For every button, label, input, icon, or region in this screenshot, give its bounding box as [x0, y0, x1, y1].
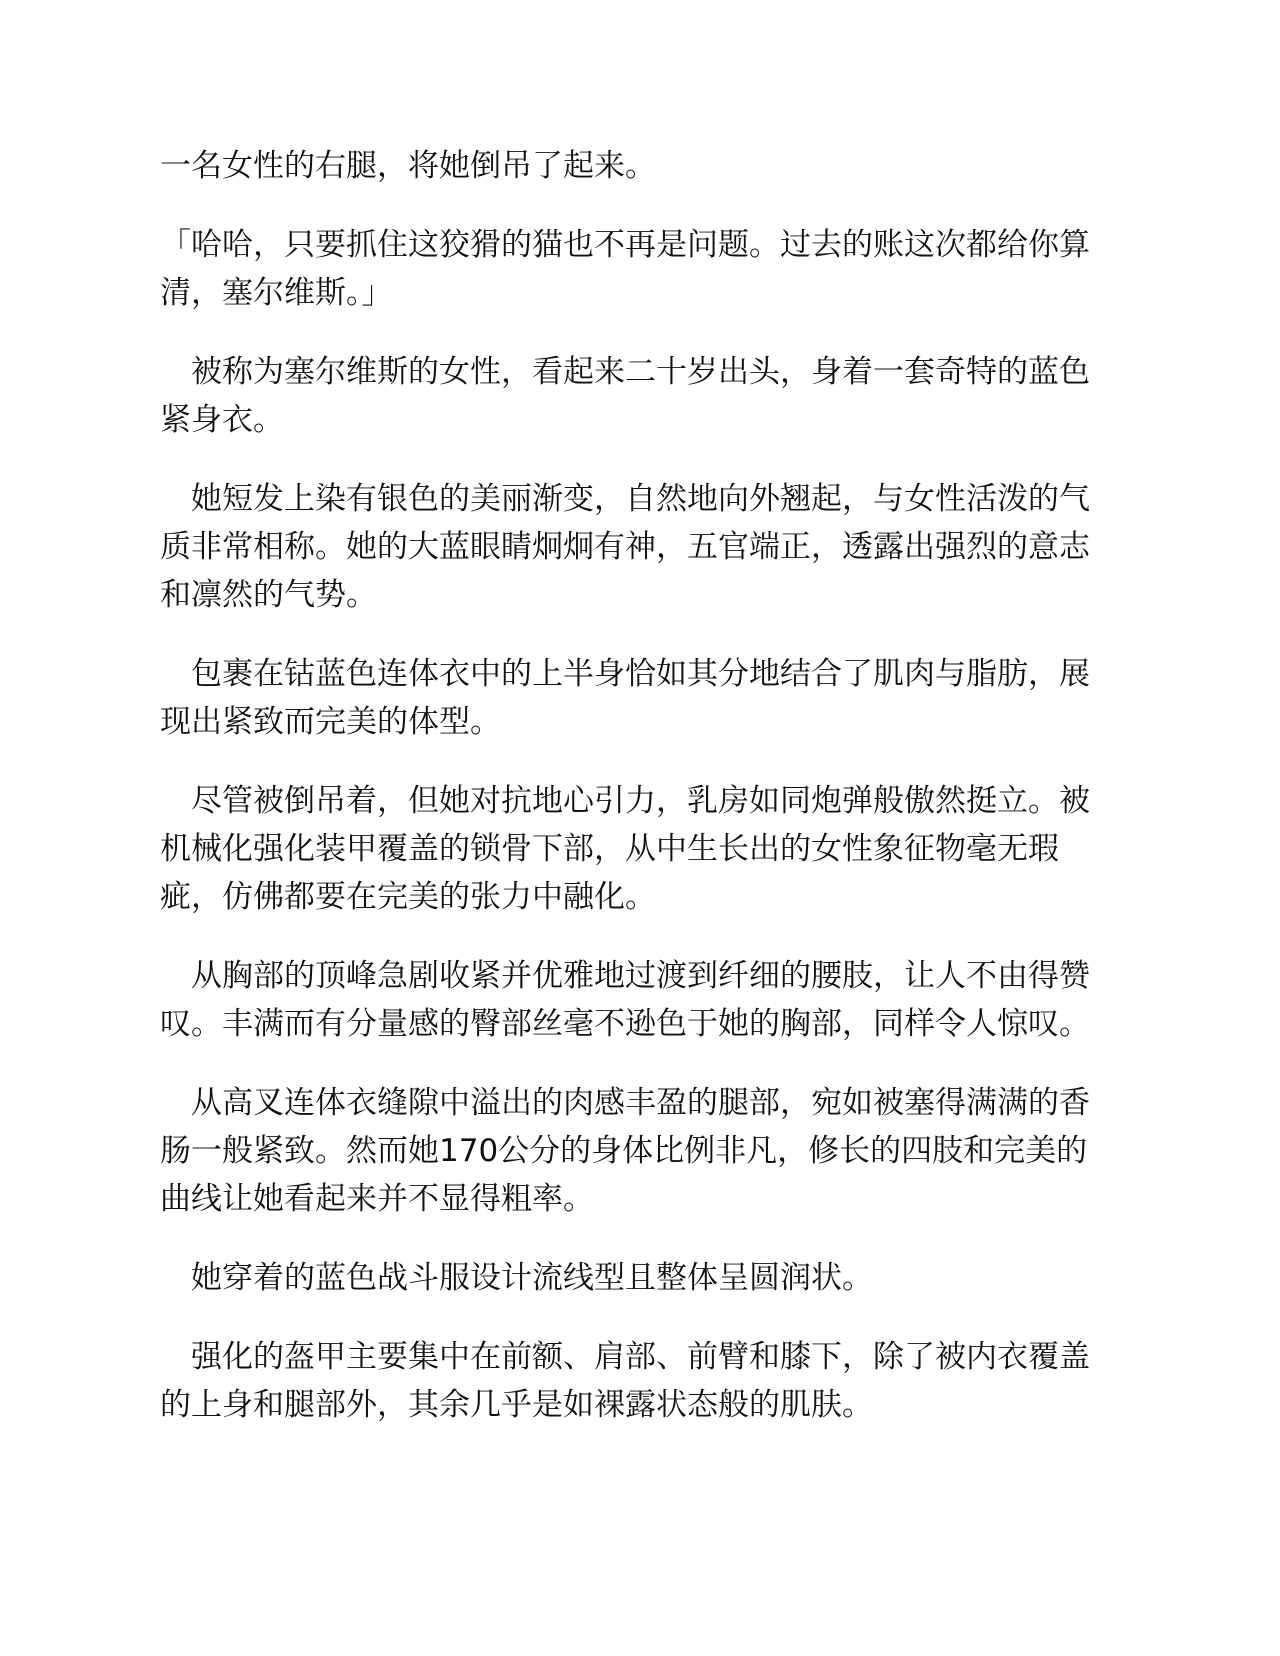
paragraph-8: 从高叉连体衣缝隙中溢出的肉感丰盈的腿部，宛如被塞得满满的香肠一般紧致。然而她170公分的身体比例非凡，修长的四肢和完美的曲线让她看起来并不显得粗率。: [160, 1085, 1090, 1217]
paragraph-1: 一名女性的右腿，将她倒吊了起来。: [160, 148, 656, 184]
paragraph-9: 她穿着的蓝色战斗服设计流线型且整体呈圆润状。: [160, 1260, 873, 1296]
paragraph-2: 「哈哈，只要抓住这狡猾的猫也不再是问题。过去的账这次都给你算清，塞尔维斯。」: [160, 227, 1090, 311]
paragraph-3: 被称为塞尔维斯的女性，看起来二十岁出头，身着一套奇特的蓝色紧身衣。: [160, 354, 1090, 438]
paragraph-5: 包裹在钴蓝色连体衣中的上半身恰如其分地结合了肌肉与脂肪，展现出紧致而完美的体型。: [160, 656, 1090, 740]
paragraph-7: 从胸部的顶峰急剧收紧并优雅地过渡到纤细的腰肢，让人不由得赞叹。丰满而有分量感的臀部丝毫不逊色于她的胸部，同样令人惊叹。: [160, 958, 1090, 1042]
paragraph-10: 强化的盔甲主要集中在前额、肩部、前臂和膝下，除了被内衣覆盖的上身和腿部外，其余几乎是如裸露状态般的肌肤。: [160, 1339, 1090, 1423]
text-body: [160, 142, 1108, 1460]
paragraph-6: 尽管被倒吊着，但她对抗地心引力，乳房如同炮弹般傲然挺立。被机械化强化装甲覆盖的锁骨下部，从中生长出的女性象征物毫无瑕疵，仿佛都要在完美的张力中融化。: [160, 783, 1090, 915]
paragraph-4: 她短发上染有银色的美丽渐变，自然地向外翘起，与女性活泼的气质非常相称。她的大蓝眼睛炯炯有神，五官端正，透露出强烈的意志和凛然的气势。: [160, 481, 1090, 613]
